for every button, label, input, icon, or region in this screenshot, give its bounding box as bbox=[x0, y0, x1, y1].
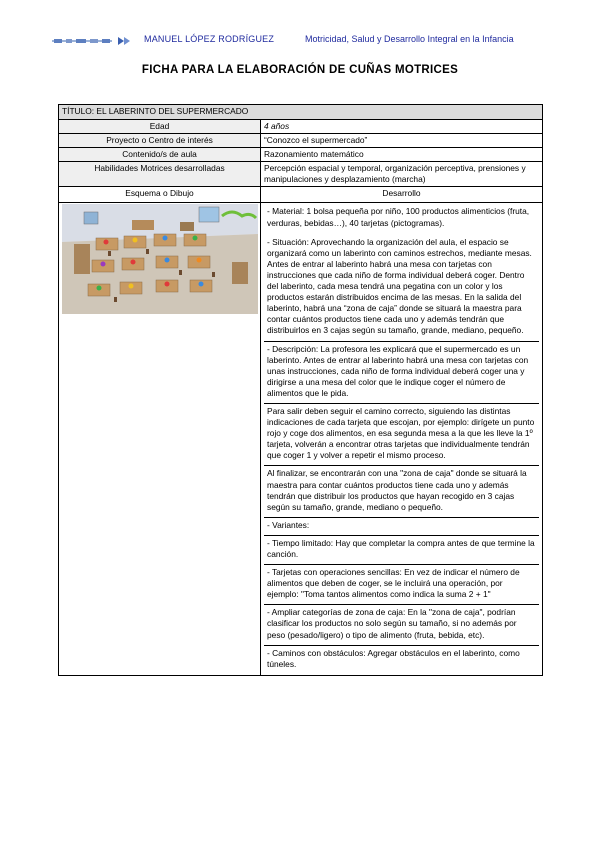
content-row bbox=[59, 203, 543, 675]
table-row bbox=[59, 148, 543, 162]
activity-sheet-table bbox=[58, 104, 543, 676]
development-cell bbox=[261, 203, 543, 675]
classroom-maze-illustration bbox=[62, 204, 258, 314]
variant-obstacles: - Caminos con obstáculos: Agregar obstáculos en el laberinto, como túneles. bbox=[267, 647, 520, 669]
variants-heading: - Variantes: bbox=[267, 519, 310, 530]
description-text: - Descripción: La profesora les explicará que el supermercado es un laberinto. Antes de entrar al laberinto habrá una mesa con tarjetas con unas instrucciones, cada niño de forma individual deberá coger una y dirigirse a una mesa del color que le indique coger el número de alimentos que le pida. bbox=[267, 343, 529, 398]
skills-value: Percepción espacial y temporal, organización perceptiva, prensiones y manipulaciones y desplazamiento (marcha) bbox=[261, 162, 543, 187]
project-value: “Conozco el supermercado” bbox=[261, 134, 543, 148]
material-text: - Material: 1 bolsa pequeña por niño, 100 productos alimenticios (fruta, verduras, bebidas…), 40 tarjetas (pictogramas). bbox=[267, 206, 530, 228]
variant-categories: - Ampliar categorías de zona de caja: En la "zona de caja", podrían clasificar los productos no solo según su tamaño, si no además por peso (pesado/ligero) o tipo de alimento (fruta, bebida, etc). bbox=[267, 607, 517, 640]
exit-instructions-text: Para salir deben seguir el camino correcto, siguiendo las distintas indicaciones de cada tarjeta que escojan, por ejemplo: dirígete un punto rojo y coge dos alimentos, en esa segunda mesa a la que les lleve la 1º tarjeta, volverán a encontrar otras tarjetas que individualmente tendrán que coger 1 y volver a repetir el mismo proceso. bbox=[267, 405, 535, 461]
row-label: Habilidades Motrices desarrolladas bbox=[59, 162, 261, 187]
variant-time-limit: - Tiempo limitado: Hay que completar la compra antes de que termine la canción. bbox=[267, 537, 535, 559]
document-title: FICHA PARA LA ELABORACIÓN DE CUÑAS MOTRICES bbox=[141, 64, 459, 76]
table-row bbox=[59, 134, 543, 148]
development-block bbox=[264, 204, 539, 341]
row-label: Contenido/s de aula bbox=[59, 148, 261, 162]
content-value: Razonamiento matemático bbox=[261, 148, 543, 162]
age-value: 4 años bbox=[261, 120, 543, 134]
column-header-row bbox=[59, 187, 543, 203]
checkout-text: Al finalizar, se encontrarán con una "zona de caja" donde se situará la maestra para contar cuántos productos tiene cada uno y además tendrán que distribuir los productos que hayan recogido en 3 cajas según su tamaño, grande, mediano o pequeño. bbox=[267, 468, 527, 512]
table-row bbox=[59, 162, 543, 187]
development-block bbox=[264, 605, 539, 645]
development-block bbox=[264, 404, 539, 466]
course-subject: Motricidad, Salud y Desarrollo Integral en la Infancia bbox=[305, 34, 514, 44]
table-row bbox=[59, 120, 543, 134]
page-header bbox=[52, 34, 552, 48]
author-name: MANUEL LÓPEZ RODRÍGUEZ bbox=[144, 34, 275, 44]
row-label: Edad bbox=[59, 120, 261, 134]
development-block bbox=[264, 646, 539, 674]
institution-logo-icon bbox=[52, 36, 134, 46]
development-block bbox=[264, 536, 539, 565]
sketch-column-header: Esquema o Dibujo bbox=[59, 187, 261, 203]
variant-operations: - Tarjetas con operaciones sencillas: En vez de indicar el número de alimentos que deben de coger, se le incluirá una operación, por ejemplo: "Toma tantos alimentos como indica la suma 2 + 1" bbox=[267, 567, 520, 600]
development-block bbox=[264, 466, 539, 517]
activity-title: TÍTULO: EL LABERINTO DEL SUPERMERCADO bbox=[59, 105, 543, 120]
development-block bbox=[264, 342, 539, 404]
row-label: Proyecto o Centro de interés bbox=[59, 134, 261, 148]
development-block bbox=[264, 565, 539, 605]
sketch-cell bbox=[59, 203, 261, 675]
title-row bbox=[59, 105, 543, 120]
development-column-header: Desarrollo bbox=[261, 187, 543, 203]
situation-text: - Situación: Aprovechando la organización del aula, el espacio se organizará como un laberinto con caminos estrechos, mediante mesas. Antes de entrar al laberinto habrá una mesa con tarjetas con instrucciones que cada niño de forma individual deberá coger. Dentro del laberinto, cada mesa tendrá una pegatina con un color y los productos estarán distribuidos encima de las mesas. En la salida del laberinto, habrá una “zona de caja” donde se situará la maestra para contar cuántos productos tiene cada uno y además tendrán que distribuirlos en 3 cajas según su tamaño, grande, mediano, pequeño. bbox=[267, 236, 532, 336]
development-block bbox=[264, 518, 539, 536]
